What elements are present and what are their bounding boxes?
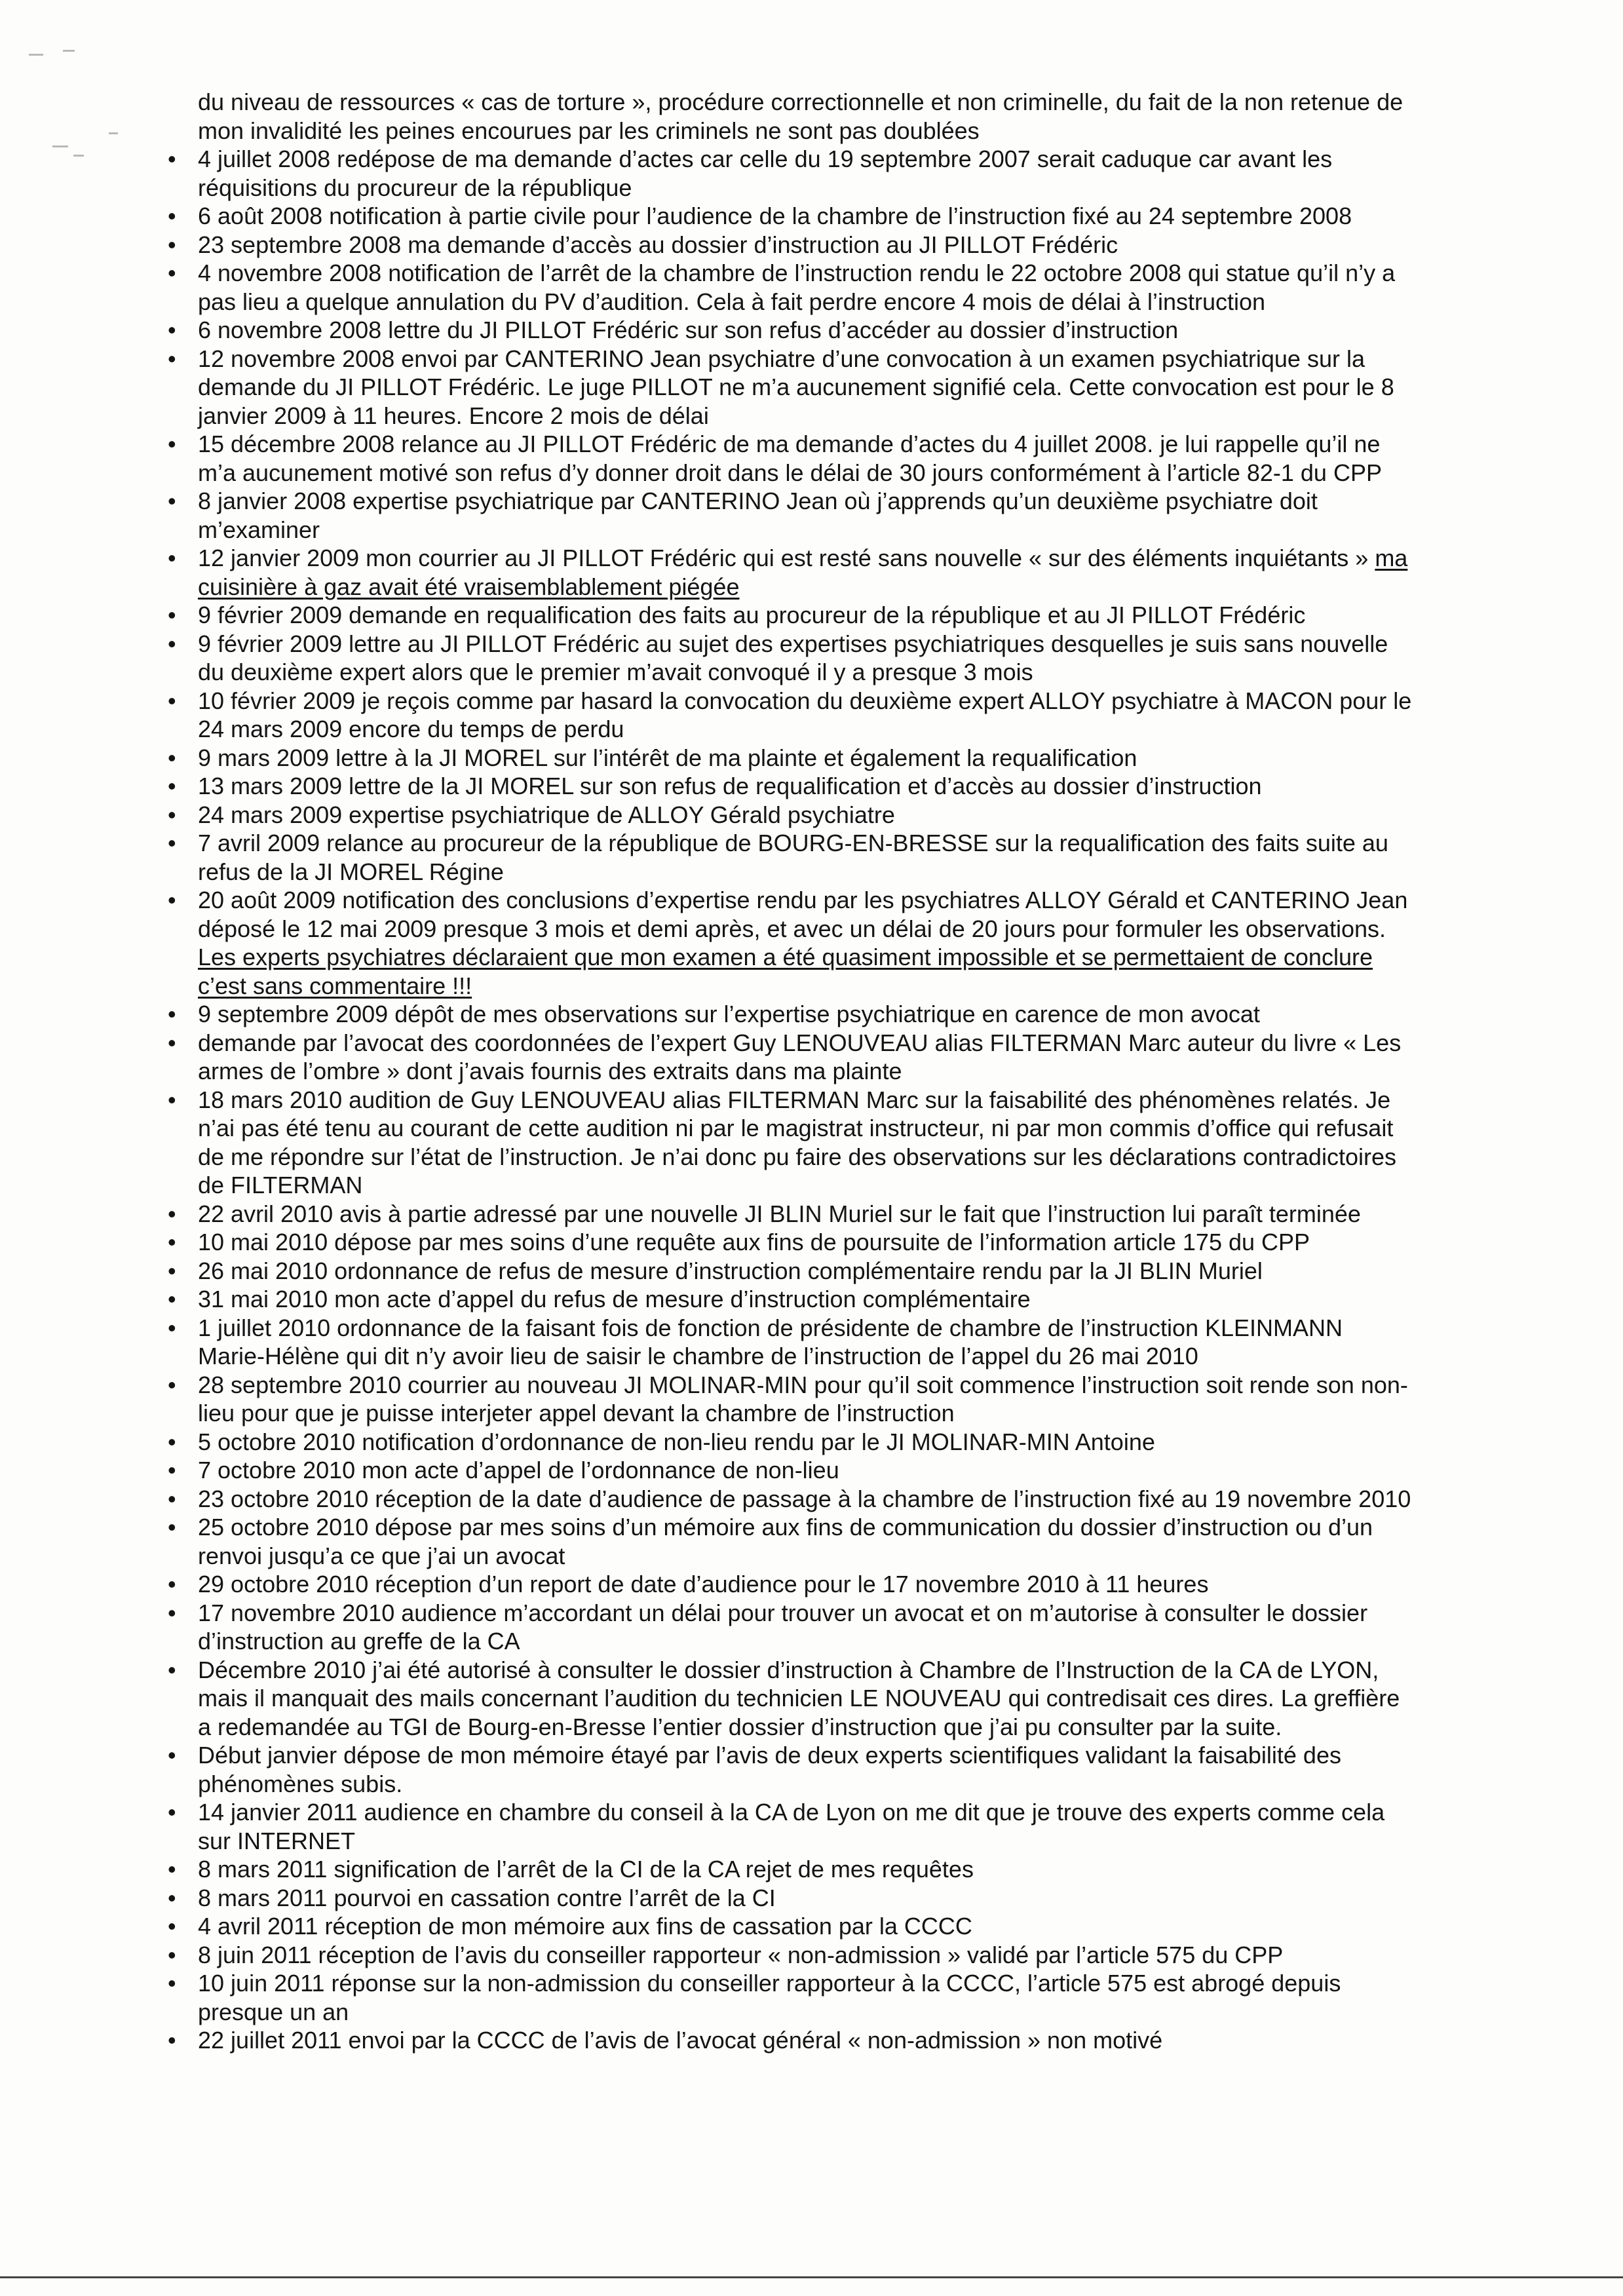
list-item-text: 6 août 2008 notification à partie civile pour l’audience de la chambre de l’instruction fixé au 24 septembre 2008 [198, 202, 1352, 229]
list-item-text: 4 avril 2011 réception de mon mémoire aux fins de cassation par la CCCC [198, 1913, 972, 1940]
list-item [168, 1570, 1413, 1599]
list-item-text: 26 mai 2010 ordonnance de refus de mesure d’instruction complémentaire rendu par la JI BLIN Muriel [198, 1257, 1263, 1284]
list-item [168, 1912, 1413, 1941]
list-item [168, 316, 1413, 345]
list-item-text: 13 mars 2009 lettre de la JI MOREL sur son refus de requalification et d’accès au dossier d’instruction [198, 773, 1262, 799]
list-item-text: 9 février 2009 lettre au JI PILLOT Frédéric au sujet des expertises psychiatriques desquelles je suis sans nouvelle du deuxième expert alors que le premier m’avait convoqué il y a presque 3 mois [198, 630, 1388, 685]
scan-mark [73, 155, 84, 157]
list-item-text: 10 juin 2011 réponse sur la non-admission du conseiller rapporteur à la CCCC, l’article 575 est abrogé depuis presque un an [198, 1970, 1341, 2025]
list-item-text: 5 octobre 2010 notification d’ordonnance de non-lieu rendu par le JI MOLINAR-MIN Antoine [198, 1428, 1155, 1455]
list-item [168, 1257, 1413, 1286]
list-item [168, 1884, 1413, 1913]
list-item-text: 1 juillet 2010 ordonnance de la faisant fois de fonction de présidente de chambre de l’instruction KLEINMANN Marie-Hélène qui dit n’y avoir lieu de saisir le chambre de l’instruction de l’appel du 26 mai 2010 [198, 1314, 1343, 1369]
list-item [168, 772, 1413, 801]
list-item-text: 10 février 2009 je reçois comme par hasard la convocation du deuxième expert ALLOY psychiatre à MACON pour le 24 mars 2009 encore du temps de perdu [198, 687, 1412, 742]
list-item-text: 23 octobre 2010 réception de la date d’audience de passage à la chambre de l’instruction fixé au 19 novembre 2010 [198, 1485, 1411, 1512]
list-item-text: 23 septembre 2008 ma demande d’accès au dossier d’instruction au JI PILLOT Frédéric [198, 231, 1118, 258]
list-item-text: 4 juillet 2008 redépose de ma demande d’actes car celle du 19 septembre 2007 serait caduque car avant les réquisitions du procureur de la république [198, 145, 1333, 201]
chronology-list [168, 145, 1413, 2055]
list-item [168, 231, 1413, 259]
list-item-text: 22 juillet 2011 envoi par la CCCC de l’avis de l’avocat général « non-admission » non motivé [198, 2027, 1163, 2054]
list-item [168, 1969, 1413, 2026]
list-item-text: 15 décembre 2008 relance au JI PILLOT Frédéric de ma demande d’actes du 4 juillet 2008. je lui rappelle qu’il ne m’a aucunement motivé son refus d’y donner droit dans le délai de 30 jours conformément à l’article 82-1 du CPP [198, 430, 1382, 486]
list-item-text: 14 janvier 2011 audience en chambre du conseil à la CA de Lyon on me dit que je trouve des experts comme cela sur INTERNET [198, 1799, 1385, 1854]
list-item-text: 24 mars 2009 expertise psychiatrique de ALLOY Gérald psychiatre [198, 801, 895, 828]
list-item-text: 9 février 2009 demande en requalification des faits au procureur de la république et au JI PILLOT Frédéric [198, 602, 1306, 628]
list-item [168, 1855, 1413, 1884]
list-item-text: 10 mai 2010 dépose par mes soins d’une requête aux fins de poursuite de l’information article 175 du CPP [198, 1229, 1310, 1255]
list-item [168, 1371, 1413, 1428]
scan-mark [109, 132, 118, 134]
list-item-text: 4 novembre 2008 notification de l’arrêt de la chambre de l’instruction rendu le 22 octobre 2008 qui statue qu’il n’y a pas lieu a quelque annulation du PV d’audition. Cela à fait perdre encore 4 mois de délai à l’instruction [198, 259, 1396, 315]
list-item-text: 31 mai 2010 mon acte d’appel du refus de mesure d’instruction complémentaire [198, 1286, 1031, 1312]
list-item-text: 9 mars 2009 lettre à la JI MOREL sur l’intérêt de ma plainte et également la requalification [198, 744, 1137, 771]
list-item [168, 601, 1413, 630]
underlined-remark: Les experts psychiatres déclaraient que mon examen a été quasiment impossible et se permettaient de conclure c’est sans commentaire !!! [198, 944, 1373, 999]
list-item [168, 1485, 1413, 1514]
list-item [168, 145, 1413, 202]
list-item-text: 9 septembre 2009 dépôt de mes observations sur l’expertise psychiatrique en carence de mon avocat [198, 1001, 1260, 1027]
list-item [168, 829, 1413, 886]
list-item [168, 259, 1413, 316]
underlined-remark: ma cuisinière à gaz avait été vraisemblablement piégée [198, 545, 1408, 600]
list-item-text: Décembre 2010 j’ai été autorisé à consulter le dossier d’instruction à Chambre de l’Instruction de la CA de LYON, mais il manquait des mails concernant l’audition du technicien LE NOUVEAU qui contredisait ces dires. La greffière a redemandée au TGI de Bourg-en-Bresse l’entier dossier d’instruction que j’ai pu consulter par la suite. [198, 1656, 1400, 1740]
list-item [168, 630, 1413, 687]
list-item [168, 1798, 1413, 1855]
list-item [168, 1456, 1413, 1485]
list-item [168, 687, 1413, 744]
list-item [168, 1200, 1413, 1229]
list-item [168, 1029, 1413, 1086]
list-item-text: demande par l’avocat des coordonnées de l’expert Guy LENOUVEAU alias FILTERMAN Marc auteur du livre « Les armes de l’ombre » dont j’avais fournis des extraits dans ma plainte [198, 1029, 1402, 1084]
list-item-text: Début janvier dépose de mon mémoire étayé par l’avis de deux experts scientifiques validant la faisabilité des phénomènes subis. [198, 1742, 1341, 1797]
list-item-text: 8 juin 2011 réception de l’avis du conseiller rapporteur « non-admission » validé par l’article 575 du CPP [198, 1941, 1284, 1968]
list-item-text: 20 août 2009 notification des conclusions d’expertise rendu par les psychiatres ALLOY Gérald et CANTERINO Jean déposé le 12 mai 2009 presque 3 mois et demi après, et avec un délai de 20 jours pour formuler les observations. [198, 887, 1408, 942]
page-bottom-rule [0, 2276, 1623, 2278]
list-item-text: 22 avril 2010 avis à partie adressé par une nouvelle JI BLIN Muriel sur le fait que l’instruction lui paraît terminée [198, 1200, 1361, 1227]
list-item-text: 12 janvier 2009 mon courrier au JI PILLOT Frédéric qui est resté sans nouvelle « sur des éléments inquiétants » [198, 545, 1369, 571]
list-item [168, 886, 1413, 1000]
list-item-text: 18 mars 2010 audition de Guy LENOUVEAU alias FILTERMAN Marc sur la faisabilité des phénomènes relatés. Je n’ai pas été tenu au courant de cette audition ni par le magistrat instructeur, ni par mon commis d’office qui refusait de me répondre sur l’état de l’instruction. Je n’ai donc pu faire des observations sur les déclarations contradictoires de FILTERMAN [198, 1086, 1396, 1198]
list-item [168, 1428, 1413, 1457]
intro-paragraph: du niveau de ressources « cas de torture », procédure correctionnelle et non criminelle, du fait de la non retenue de mon invalidité les peines encourues par les criminels ne sont pas doublées [198, 88, 1403, 144]
list-item [168, 2026, 1413, 2055]
list-item [168, 801, 1413, 830]
document-body [168, 88, 1413, 2055]
list-item-text: 17 novembre 2010 audience m’accordant un délai pour trouver un avocat et on m’autorise à consulter le dossier d’instruction au greffe de la CA [198, 1599, 1368, 1655]
list-item-text: 28 septembre 2010 courrier au nouveau JI MOLINAR-MIN pour qu’il soit commence l’instruction soit rende son non-lieu pour que je puisse interjeter appel devant la chambre de l’instruction [198, 1371, 1408, 1426]
scan-mark [29, 54, 43, 56]
list-item [168, 744, 1413, 773]
list-item [168, 1228, 1413, 1257]
list-item [168, 1656, 1413, 1742]
list-item [168, 1513, 1413, 1570]
scan-mark [63, 50, 75, 52]
list-item-text: 8 janvier 2008 expertise psychiatrique par CANTERINO Jean où j’apprends qu’un deuxième psychiatre doit m’examiner [198, 488, 1318, 543]
list-item [168, 1599, 1413, 1656]
list-item-text: 29 octobre 2010 réception d’un report de date d’audience pour le 17 novembre 2010 à 11 heures [198, 1571, 1209, 1598]
list-item [168, 1000, 1413, 1029]
list-item [168, 202, 1413, 231]
list-item [168, 544, 1413, 601]
list-item [168, 345, 1413, 430]
list-item-text: 7 octobre 2010 mon acte d’appel de l’ordonnance de non-lieu [198, 1457, 839, 1483]
list-item [168, 1285, 1413, 1314]
list-item [168, 1314, 1413, 1371]
scan-mark [52, 145, 68, 147]
list-item-text: 8 mars 2011 pourvoi en cassation contre l’arrêt de la CI [198, 1884, 776, 1911]
list-item [168, 430, 1413, 487]
list-item-text: 8 mars 2011 signification de l’arrêt de la CI de la CA rejet de mes requêtes [198, 1856, 974, 1883]
list-item-text: 7 avril 2009 relance au procureur de la république de BOURG-EN-BRESSE sur la requalification des faits suite au refus de la JI MOREL Régine [198, 830, 1388, 885]
list-item-text: 12 novembre 2008 envoi par CANTERINO Jean psychiatre d’une convocation à un examen psychiatrique sur la demande du JI PILLOT Frédéric. Le juge PILLOT ne m’a aucunement signifié cela. Cette convocation est pour le 8 janvier 2009 à 11 heures. Encore 2 mois de délai [198, 345, 1394, 429]
list-item [168, 1941, 1413, 1970]
list-item [168, 487, 1413, 544]
list-item [168, 1741, 1413, 1798]
list-item-text: 6 novembre 2008 lettre du JI PILLOT Frédéric sur son refus d’accéder au dossier d’instruction [198, 316, 1179, 343]
list-item-text: 25 octobre 2010 dépose par mes soins d’un mémoire aux fins de communication du dossier d’instruction ou d’un renvoi jusqu’a ce que j’ai un avocat [198, 1514, 1373, 1569]
list-item [168, 1086, 1413, 1200]
